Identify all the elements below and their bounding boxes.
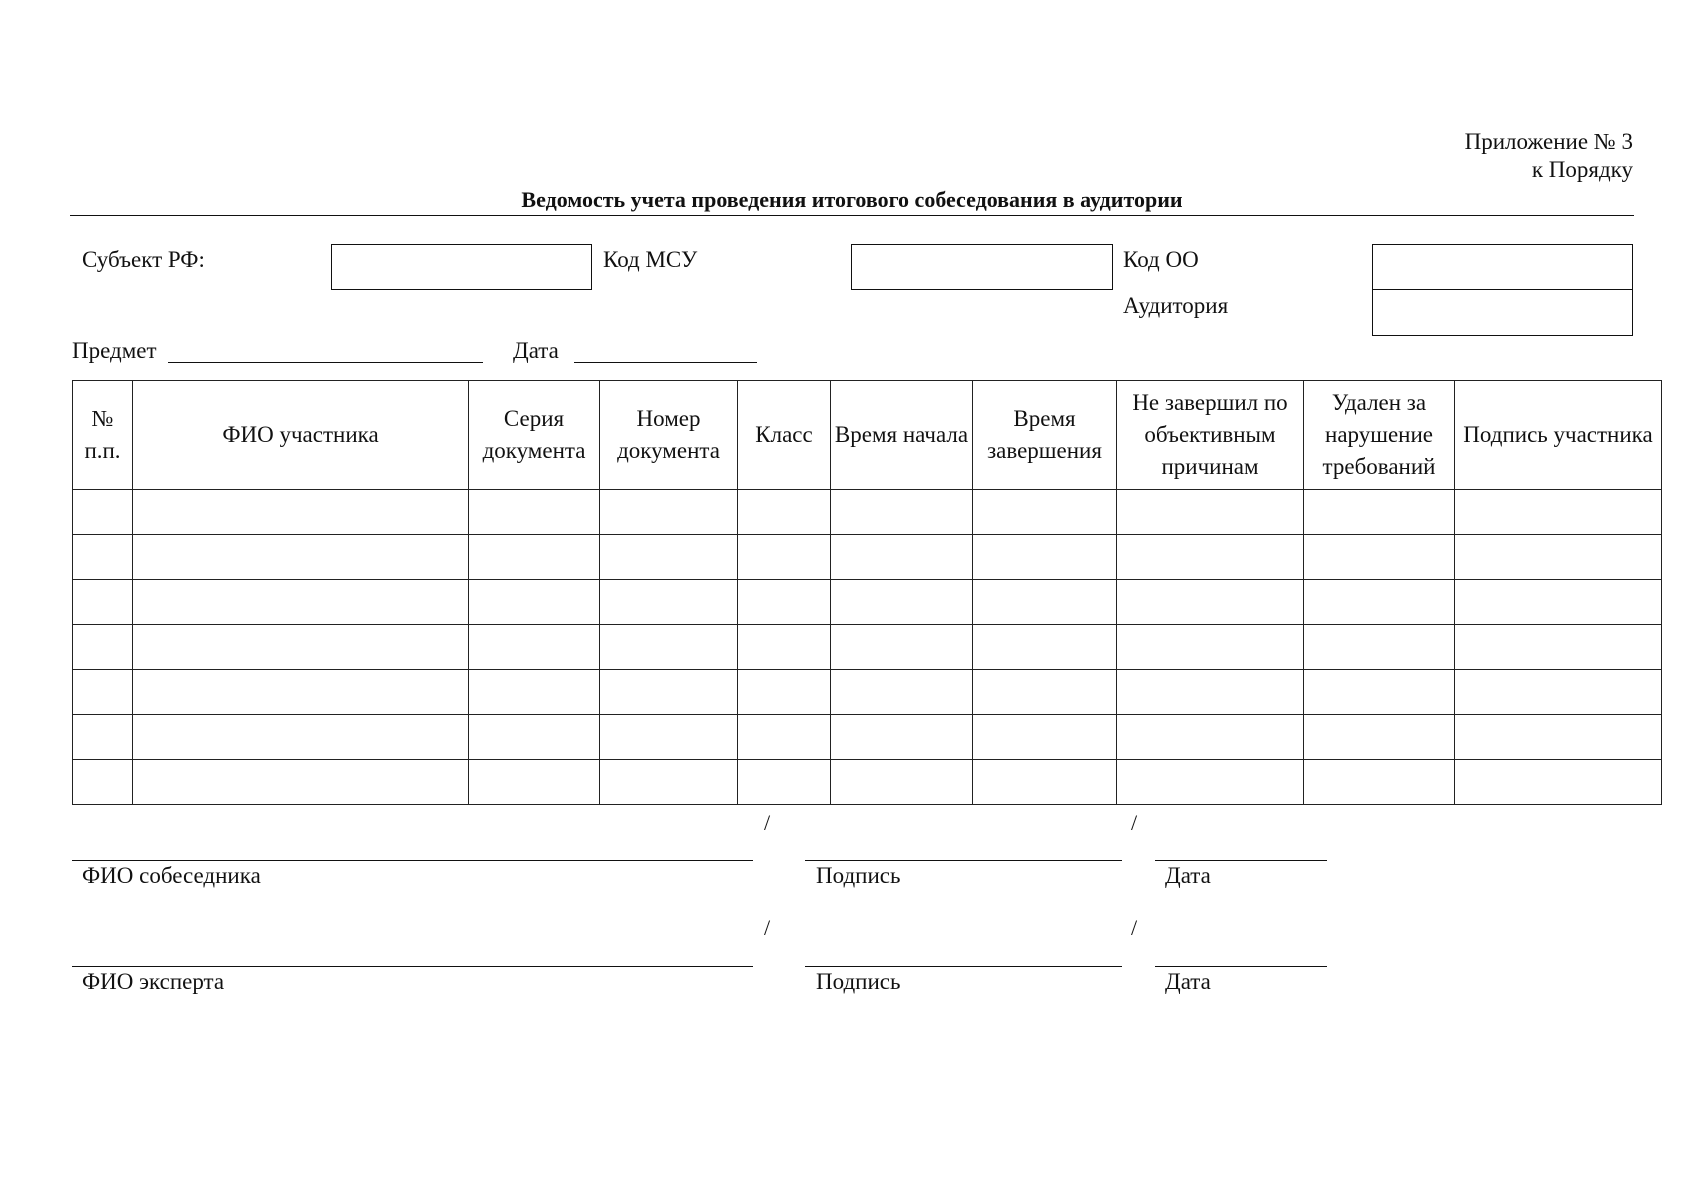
cell-participant-name[interactable] xyxy=(133,670,469,715)
cell-class[interactable] xyxy=(738,580,831,625)
cell-end-time[interactable] xyxy=(973,625,1117,670)
auditorium-field[interactable] xyxy=(1373,290,1632,335)
cell-removed[interactable] xyxy=(1304,760,1455,805)
table-header-row xyxy=(73,381,1662,490)
cell-number[interactable] xyxy=(73,580,133,625)
appendix-reference: к Порядку xyxy=(1531,157,1633,182)
cell-participant-name[interactable] xyxy=(133,625,469,670)
cell-participant-signature[interactable] xyxy=(1455,580,1662,625)
cell-participant-name[interactable] xyxy=(133,535,469,580)
expert-signature-label: Подпись xyxy=(816,969,901,994)
col-header-participant-name: ФИО участника xyxy=(133,381,469,490)
cell-participant-name[interactable] xyxy=(133,715,469,760)
cell-not-completed[interactable] xyxy=(1117,490,1304,535)
cell-participant-signature[interactable] xyxy=(1455,760,1662,805)
oo-code-label: Код ОО xyxy=(1123,247,1199,272)
date-field[interactable] xyxy=(574,362,757,363)
cell-document-series[interactable] xyxy=(469,760,600,805)
col-header-not-completed: Не завершил по объективным причинам xyxy=(1117,381,1304,490)
cell-document-number[interactable] xyxy=(600,490,738,535)
col-header-number: № п.п. xyxy=(73,381,133,490)
cell-start-time[interactable] xyxy=(831,625,973,670)
cell-start-time[interactable] xyxy=(831,715,973,760)
subject-rf-field[interactable] xyxy=(331,244,592,290)
col-header-document-series: Серия документа xyxy=(469,381,600,490)
cell-end-time[interactable] xyxy=(973,490,1117,535)
cell-not-completed[interactable] xyxy=(1117,670,1304,715)
cell-start-time[interactable] xyxy=(831,760,973,805)
table-row xyxy=(73,670,1662,715)
oo-code-field[interactable] xyxy=(1373,245,1632,290)
expert-name-line[interactable] xyxy=(72,966,753,967)
cell-number[interactable] xyxy=(73,535,133,580)
auditorium-label: Аудитория xyxy=(1123,293,1229,318)
appendix-note xyxy=(1465,128,1633,184)
table-row xyxy=(73,490,1662,535)
cell-removed[interactable] xyxy=(1304,490,1455,535)
cell-removed[interactable] xyxy=(1304,625,1455,670)
col-header-participant-signature: Подпись участника xyxy=(1455,381,1662,490)
cell-class[interactable] xyxy=(738,625,831,670)
oo-auditorium-box xyxy=(1372,244,1633,336)
cell-start-time[interactable] xyxy=(831,490,973,535)
cell-document-series[interactable] xyxy=(469,490,600,535)
interviewer-signature-line[interactable] xyxy=(805,860,1122,861)
interviewer-name-line[interactable] xyxy=(72,860,753,861)
cell-not-completed[interactable] xyxy=(1117,760,1304,805)
cell-not-completed[interactable] xyxy=(1117,535,1304,580)
cell-removed[interactable] xyxy=(1304,715,1455,760)
cell-number[interactable] xyxy=(73,625,133,670)
expert-separator-1: / xyxy=(764,915,771,940)
cell-class[interactable] xyxy=(738,535,831,580)
cell-participant-name[interactable] xyxy=(133,490,469,535)
cell-start-time[interactable] xyxy=(831,580,973,625)
cell-class[interactable] xyxy=(738,760,831,805)
subject-matter-field[interactable] xyxy=(168,362,483,363)
interviewer-name-label: ФИО собеседника xyxy=(82,863,261,888)
table-row xyxy=(73,715,1662,760)
interviewer-signature-label: Подпись xyxy=(816,863,901,888)
expert-date-line[interactable] xyxy=(1155,966,1327,967)
msu-code-field[interactable] xyxy=(851,244,1113,290)
subject-rf-label: Субъект РФ: xyxy=(82,247,205,272)
cell-end-time[interactable] xyxy=(973,670,1117,715)
cell-removed[interactable] xyxy=(1304,670,1455,715)
cell-end-time[interactable] xyxy=(973,760,1117,805)
cell-document-series[interactable] xyxy=(469,670,600,715)
cell-participant-signature[interactable] xyxy=(1455,535,1662,580)
table-row xyxy=(73,535,1662,580)
table-row xyxy=(73,760,1662,805)
cell-end-time[interactable] xyxy=(973,715,1117,760)
cell-document-number[interactable] xyxy=(600,535,738,580)
cell-start-time[interactable] xyxy=(831,535,973,580)
cell-not-completed[interactable] xyxy=(1117,580,1304,625)
cell-end-time[interactable] xyxy=(973,580,1117,625)
cell-not-completed[interactable] xyxy=(1117,715,1304,760)
participants-table xyxy=(72,380,1662,805)
cell-document-number[interactable] xyxy=(600,715,738,760)
cell-document-series[interactable] xyxy=(469,535,600,580)
cell-document-number[interactable] xyxy=(600,760,738,805)
expert-signature-line[interactable] xyxy=(805,966,1122,967)
cell-participant-signature[interactable] xyxy=(1455,670,1662,715)
msu-code-label: Код МСУ xyxy=(603,247,698,272)
cell-class[interactable] xyxy=(738,670,831,715)
cell-document-number[interactable] xyxy=(600,625,738,670)
cell-number[interactable] xyxy=(73,715,133,760)
cell-document-series[interactable] xyxy=(469,715,600,760)
cell-removed[interactable] xyxy=(1304,535,1455,580)
table-row xyxy=(73,580,1662,625)
cell-class[interactable] xyxy=(738,490,831,535)
cell-participant-name[interactable] xyxy=(133,580,469,625)
col-header-document-number: Номер документа xyxy=(600,381,738,490)
col-header-end-time: Время завершения xyxy=(973,381,1117,490)
title-rule xyxy=(70,215,1634,216)
cell-participant-signature[interactable] xyxy=(1455,625,1662,670)
document-title: Ведомость учета проведения итогового собеседования в аудитории xyxy=(521,187,1183,212)
expert-separator-2: / xyxy=(1131,915,1138,940)
cell-number[interactable] xyxy=(73,670,133,715)
cell-participant-signature[interactable] xyxy=(1455,490,1662,535)
appendix-number: Приложение № 3 xyxy=(1464,129,1633,154)
cell-end-time[interactable] xyxy=(973,535,1117,580)
interviewer-separator-1: / xyxy=(764,810,771,835)
cell-participant-signature[interactable] xyxy=(1455,715,1662,760)
cell-participant-name[interactable] xyxy=(133,760,469,805)
cell-document-number[interactable] xyxy=(600,670,738,715)
cell-document-series[interactable] xyxy=(469,625,600,670)
interviewer-date-line[interactable] xyxy=(1155,860,1327,861)
subject-matter-label: Предмет xyxy=(72,338,157,363)
cell-removed[interactable] xyxy=(1304,580,1455,625)
col-header-start-time: Время начала xyxy=(831,381,973,490)
table-row xyxy=(73,625,1662,670)
cell-number[interactable] xyxy=(73,760,133,805)
cell-not-completed[interactable] xyxy=(1117,625,1304,670)
cell-start-time[interactable] xyxy=(831,670,973,715)
interviewer-date-label: Дата xyxy=(1165,863,1211,888)
cell-number[interactable] xyxy=(73,490,133,535)
col-header-removed: Удален за нарушение требований xyxy=(1304,381,1455,490)
col-header-class: Класс xyxy=(738,381,831,490)
cell-document-series[interactable] xyxy=(469,580,600,625)
interviewer-separator-2: / xyxy=(1131,810,1138,835)
expert-name-label: ФИО эксперта xyxy=(82,969,225,994)
date-label: Дата xyxy=(513,338,559,363)
cell-class[interactable] xyxy=(738,715,831,760)
expert-date-label: Дата xyxy=(1165,969,1211,994)
cell-document-number[interactable] xyxy=(600,580,738,625)
